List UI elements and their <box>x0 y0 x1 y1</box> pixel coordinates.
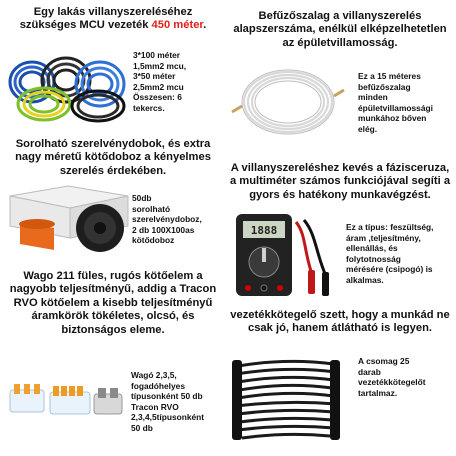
wago-heading: Wago 211 füles, rugós kötőelem a nagyobb teljesítményű, addig a Tracon RVO kötőelem a kisebb teljesítményű áramkörök tökéletes, olcsó, és biztonságos eleme. <box>9 270 217 336</box>
junction-box-description: 50db sorolható szerelvénydoboz, 2 db 100X100as kötődoboz <box>132 193 202 246</box>
cable-description: 3*100 méter 1,5mm2 mcu, 3*50 méter 2,5mm2 mcu Összesen: 6 tekercs. <box>133 50 187 113</box>
cable-heading-end: . <box>203 19 207 32</box>
multimeter-display-value: 1888 <box>250 224 278 237</box>
multimeter-heading: A villanyszereléshez kevés a fázisceruza, a multiméter számos funkciójával segíti a gyors és hatékony munkavégzést. <box>229 162 451 201</box>
wago-connectors-image <box>6 372 124 430</box>
cable-ties-image <box>232 354 340 446</box>
cable-heading-text: Egy lakás villanyszereléséhez szükséges MCU vezeték <box>19 6 193 32</box>
cable-coils-image <box>6 48 130 124</box>
wago-description: Wagó 2,3,5, fogadóhelyes típusonként 50 db Tracon RVO 2,3,4,5típusonként 50 db <box>131 370 205 433</box>
fish-tape-image <box>228 62 348 142</box>
multimeter-description: Ez a típus: feszültség, áram ,teljesítmény, ellenállás, és folytotnosság mérésére (csipogó) is alkalmas. <box>346 222 434 285</box>
cable-ties-description: A csomag 25 darab vezetékkötegelőt tartalmaz. <box>358 356 426 398</box>
cable-length-highlight: 450 méter <box>151 19 204 32</box>
fish-tape-heading: Befűzőszalag a villanyszerelés alapszerszáma, enélkül elképzelhetetlen az épületvillamosság. <box>233 10 447 49</box>
junction-box-heading: Sorolható szerelvénydobok, és extra nagy méretű kötődoboz a kényelmes szerelés érdekében. <box>15 138 211 177</box>
junction-box-image <box>8 182 132 256</box>
multimeter-image <box>234 212 334 298</box>
fish-tape-description: Ez a 15 méteres befűzőszalag minden épületvillamossági munkához bőven elég. <box>358 71 433 134</box>
cable-heading <box>6 6 220 33</box>
cable-ties-heading: vezetékkötegelő szett, hogy a munkád ne csak jó, hanem átlátható is legyen. <box>230 309 450 335</box>
